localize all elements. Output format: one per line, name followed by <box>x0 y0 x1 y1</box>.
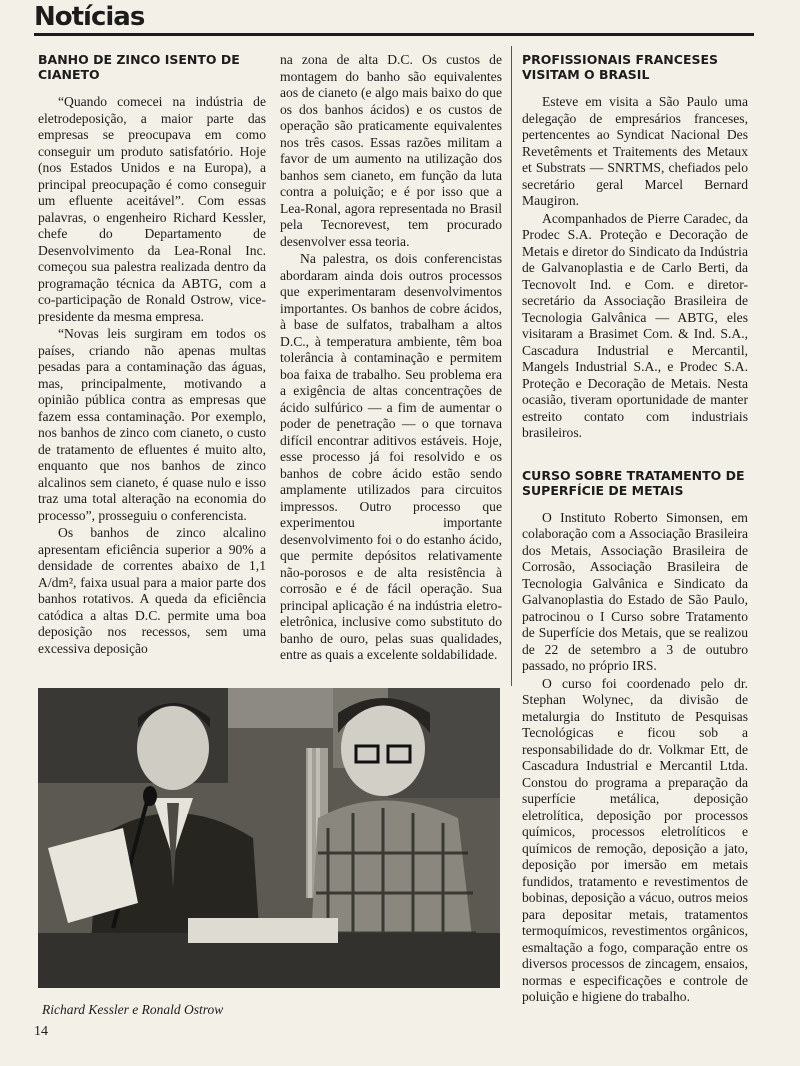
paragraph: Os banhos de zinco alcalino apresentam eficiência superior a 90% a densidade de correntes abaixo de 1,1 A/dm², faixa usual para a maior parte dos banhos rotativos. A queda da eficiência catódica a altas D.C. permite uma boa deposição nos recessos, sem uma excessiva deposição <box>38 525 266 656</box>
paragraph: Esteve em visita a São Paulo uma delegação de empresários franceses, pertencentes ao Syndicat Nacional Des Revetêments et Traitements des Metaux et Substrats — SNRTMS, chefiados pelo secretário geral Marcel Bernard Maugiron. <box>522 94 748 208</box>
article-zinc-col2 <box>280 52 502 664</box>
paragraph: O curso foi coordenado pelo dr. Stephan Wolynec, da divisão de metalurgia do Instituto de Pesquisas Tecnológicas e ficou sob a responsabilidade do dr. Volkmar Ett, de Cascadura Industrial e Mercantil Ltda. Constou do programa a preparação da superfície metálica, deposição eletrolítica, deposição por processos químicos, processos eletrolíticos e químicos de remoção, deposição a jato, deposição por imersão em metais fundidos, tratamento e revestimentos de bobinas, deposição a vácuo, outros meios para depositar metais, tratamentos termoquímicos, revestimentos orgânicos, esmaltação a fogo, comparação entre os diversos processos de zincagem, ensaios, normas e especificações e controle de poluição e higiene do trabalho. <box>522 675 748 1004</box>
masthead-rule <box>34 33 754 36</box>
headline-profissionais: PROFISSIONAIS FRANCESES VISITAM O BRASIL <box>522 52 719 82</box>
masthead-title: Notícias <box>34 2 145 32</box>
paragraph: Acompanhados de Pierre Caradec, da Prodec S.A. Proteção e Decoração de Metais e diretor do Sindicato da Indústria de Galvanoplastia e de Carlo Berti, da Tecnovolt Ind. e Com. e diretor-secretário da Associação Brasileira de Tecnologia Galvânica — ABTG, eles visitaram a Brasimet Com. & Ind. S.A., Cascadura Industrial e Mercantil, Mangels Industrial S.A., e Prodec S.A. Proteção e Decoração de Metais. Nesta ocasião, tiveram oportunidade de manter estreito contato com industriais brasileiros. <box>522 210 748 440</box>
paragraph: Na palestra, os dois conferencistas abordaram ainda dois outros processos que experimentaram desenvolvimentos importantes. Os banhos de cobre ácidos, à base de sulfatos, trabalham a altos D.C., à temperatura ambiente, têm boa tolerância à contaminação e permitem boa faixa de trabalho. Seu problema era a exigência de altas concentrações de ácido sulfúrico — a fim de aumentar o poder de penetração — o que tornava difícil encontrar aditivos estáveis. Hoje, esse processo já foi resolvido e os banhos de cobre ácido estão sendo amplamente utilizados para circuitos impressos. Outro processo que experimentou importante desenvolvimento foi o do estanho ácido, que permite depósitos relativamente não-porosos e de alta resistência à corrosão e é de fácil operação. Sua principal aplicação é na indústria eletro-eletrônica, inclusive como substituto do banho de ouro, pelas suas qualidades, entre as quais a excelente soldabilidade. <box>280 251 502 662</box>
headline-zinc: BANHO DE ZINCO ISENTO DE CIANETO <box>38 52 240 82</box>
news-column-right <box>522 52 748 1006</box>
photo-speakers <box>38 688 500 988</box>
photo-illustration <box>38 688 500 988</box>
paragraph: “Quando comecei na indústria de eletrodeposição, a maior parte das empresas se preocupava em como conseguir um produto satisfatório. Hoje (nos Estados Unidos e na Europa), a principal preocupação é como conseguir um efluente aceitável”. Com essas palavras, o engenheiro Richard Kessler, chefe do Departamento de Desenvolvimento da Lea-Ronal Inc. começou sua palestra realizada dentro da programação técnica da ABTG, com a co-participação de Ronald Ostrow, vice-presidente da mesma empresa. <box>38 94 266 324</box>
headline-curso: CURSO SOBRE TRATAMENTO DE SUPERFÍCIE DE METAIS <box>522 467 745 498</box>
paragraph: “Novas leis surgiram em todos os países, criando não apenas multas pesadas para a contaminação das águas, mas, principalmente, motivando a opinião pública contra as empresas que fazem essa contaminação. Por exemplo, nos banhos de zinco com cianeto, o custo de tratamento de efluentes é muito alto, enquanto que nos banhos de zinco alcalinos sem cianeto, é quase nulo e isso traz uma total alteração na economia do processo”, prosseguiu o conferencista. <box>38 326 266 523</box>
column-divider <box>511 46 512 686</box>
page-number: 14 <box>34 1024 48 1039</box>
article-zinc-col1 <box>38 52 266 657</box>
photo-caption: Richard Kessler e Ronald Ostrow <box>42 1002 224 1017</box>
paragraph: O Instituto Roberto Simonsen, em colaboração com a Associação Brasileira dos Metais, Associação Brasileira de Corrosão, Associação Brasileira de Tecnologia Galvânica e Sindicato da Galvanoplastia do Estado de São Paulo, patrocinou o I Curso sobre Tratamento de Superfície dos Metais, que se realizou de 22 de setembro a 3 de outubro passado, no próprio IRS. <box>522 509 748 673</box>
paragraph: na zona de alta D.C. Os custos de montagem do banho são equivalentes aos de cianeto (e algo mais baixo do que os dos banhos ácidos) e os custos de operação são praticamente equivalentes nos três casos. Essas razões militam a favor de um aumento na utilização dos banhos sem cianeto, em função da luta contra a poluição; e é por isso que a Lea-Ronal, agora representada no Brasil pela Tecnorevest, tem procurado desenvolver essa teoria. <box>280 52 502 249</box>
